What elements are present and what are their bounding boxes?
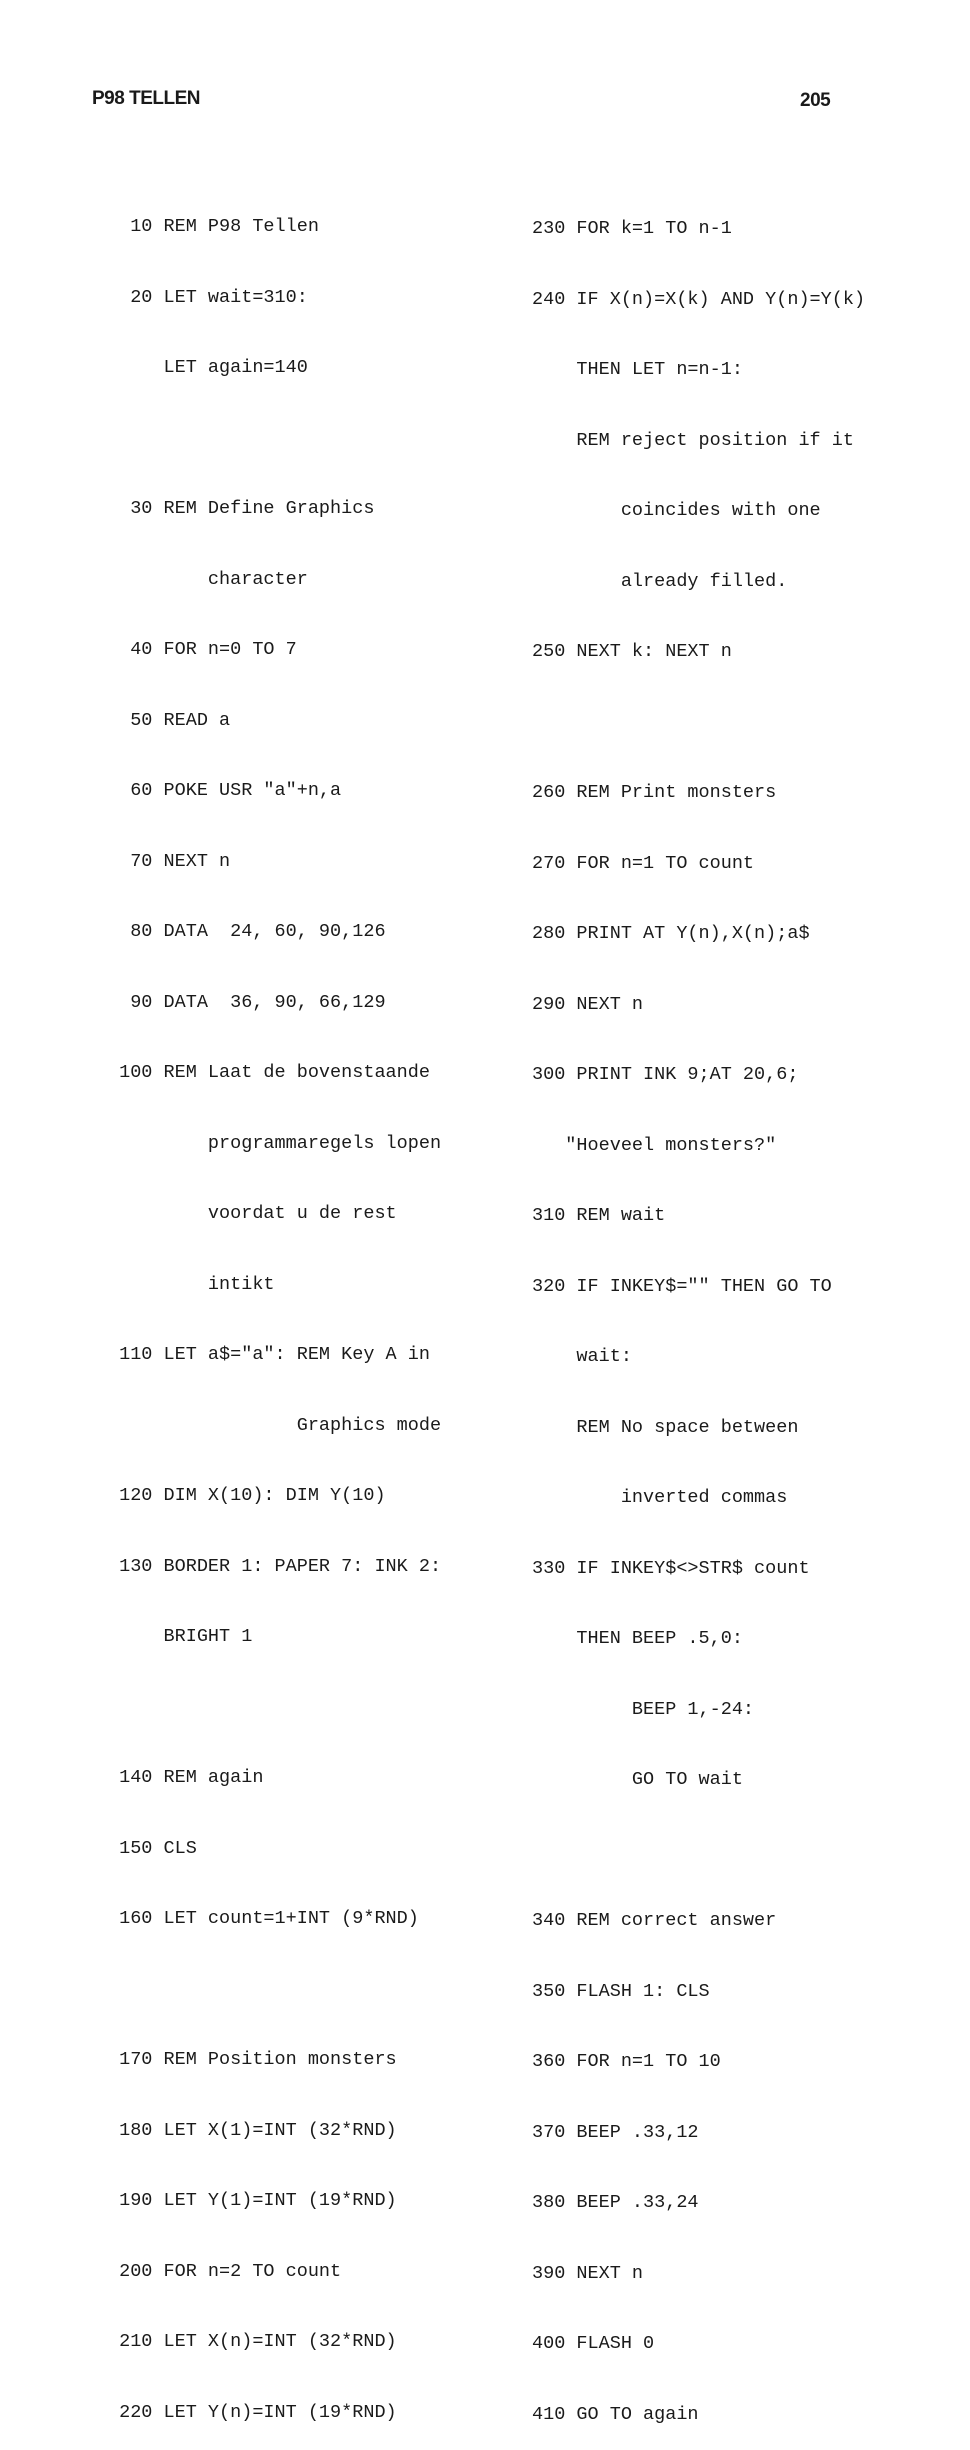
code-line bbox=[532, 1839, 865, 1863]
code-line: 210 LET X(n)=INT (32*RND) bbox=[108, 2331, 397, 2352]
code-line: 370 BEEP .33,12 bbox=[532, 2121, 699, 2143]
code-line bbox=[108, 1978, 441, 2002]
code-line: 180 LET X(1)=INT (32*RND) bbox=[108, 2119, 397, 2141]
code-line: 350 FLASH 1: CLS bbox=[532, 1980, 710, 2002]
code-line: 30 REM Define Graphics bbox=[108, 498, 375, 519]
code-line: 220 LET Y(n)=INT (19*RND) bbox=[108, 2401, 397, 2423]
code-line: 390 NEXT n bbox=[532, 2262, 644, 2284]
code-line: character bbox=[108, 568, 308, 590]
code-line: 170 REM Position monsters bbox=[108, 2049, 397, 2070]
code-line: 50 READ a bbox=[108, 709, 231, 731]
code-line bbox=[108, 1696, 441, 1720]
code-line: "Hoeveel monsters?" bbox=[532, 1134, 777, 1156]
code-line: 260 REM Print monsters bbox=[532, 782, 777, 803]
code-line: REM reject position if it bbox=[532, 429, 854, 451]
code-line: REM No space between bbox=[532, 1416, 799, 1438]
code-line: 10 REM P98 Tellen bbox=[108, 216, 319, 237]
page-number: 205 bbox=[800, 90, 831, 111]
code-line: Graphics mode bbox=[108, 1414, 442, 1436]
code-line: 60 POKE USR "a"+n,a bbox=[108, 780, 342, 801]
code-line: 200 FOR n=2 TO count bbox=[108, 2260, 342, 2282]
code-line: 340 REM correct answer bbox=[532, 1910, 777, 1931]
code-line: 100 REM Laat de bovenstaande bbox=[108, 1062, 430, 1083]
code-line: 230 FOR k=1 TO n-1 bbox=[532, 218, 732, 239]
code-line: 80 DATA 24, 60, 90,126 bbox=[108, 921, 386, 942]
code-line: BRIGHT 1 bbox=[108, 1626, 253, 1647]
code-line: 130 BORDER 1: PAPER 7: INK 2: bbox=[108, 1555, 442, 1577]
code-line: programmaregels lopen bbox=[108, 1132, 442, 1154]
code-line: 400 FLASH 0 bbox=[532, 2333, 655, 2354]
code-line: 270 FOR n=1 TO count bbox=[532, 852, 755, 874]
code-line: BEEP 1,-24: bbox=[532, 1698, 755, 1720]
code-line: 380 BEEP .33,24 bbox=[532, 2192, 699, 2213]
code-line: 40 FOR n=0 TO 7 bbox=[108, 639, 297, 660]
code-line: 360 FOR n=1 TO 10 bbox=[532, 2051, 721, 2072]
code-line: 290 NEXT n bbox=[532, 993, 644, 1015]
page-header-title: P98 TELLEN bbox=[92, 88, 200, 109]
code-line bbox=[532, 711, 865, 735]
code-line: 120 DIM X(10): DIM Y(10) bbox=[108, 1485, 386, 1506]
code-line: LET again=140 bbox=[108, 357, 308, 378]
program-listing-left bbox=[108, 168, 441, 2448]
code-line: wait: bbox=[532, 1346, 632, 1367]
code-line: THEN BEEP .5,0: bbox=[532, 1628, 743, 1649]
code-line: coincides with one bbox=[532, 500, 821, 521]
code-line: GO TO wait bbox=[532, 1769, 743, 1790]
code-line: 280 PRINT AT Y(n),X(n);a$ bbox=[532, 923, 810, 944]
code-line: inverted commas bbox=[532, 1487, 788, 1508]
code-line: 330 IF INKEY$<>STR$ count bbox=[532, 1557, 810, 1579]
code-line: 110 LET a$="a": REM Key A in bbox=[108, 1344, 430, 1365]
code-line: 250 NEXT k: NEXT n bbox=[532, 641, 732, 662]
code-line: voordat u de rest bbox=[108, 1203, 397, 1224]
code-line: 90 DATA 36, 90, 66,129 bbox=[108, 991, 386, 1013]
code-line: already filled. bbox=[532, 570, 788, 592]
code-line: 70 NEXT n bbox=[108, 850, 231, 872]
code-line: 20 LET wait=310: bbox=[108, 286, 308, 308]
code-line: intikt bbox=[108, 1273, 275, 1295]
code-line: 300 PRINT INK 9;AT 20,6; bbox=[532, 1064, 799, 1085]
code-line: 410 GO TO again bbox=[532, 2403, 699, 2425]
code-line: 160 LET count=1+INT (9*RND) bbox=[108, 1908, 419, 1929]
code-line: 310 REM wait bbox=[532, 1205, 666, 1226]
code-line: 320 IF INKEY$="" THEN GO TO bbox=[532, 1275, 832, 1297]
code-line: 150 CLS bbox=[108, 1837, 197, 1859]
code-line: 240 IF X(n)=X(k) AND Y(n)=Y(k) bbox=[532, 288, 866, 310]
code-line bbox=[108, 427, 441, 451]
code-line: 190 LET Y(1)=INT (19*RND) bbox=[108, 2190, 397, 2211]
code-line: THEN LET n=n-1: bbox=[532, 359, 743, 380]
code-line: 140 REM again bbox=[108, 1767, 264, 1788]
program-listing-right bbox=[532, 170, 865, 2450]
